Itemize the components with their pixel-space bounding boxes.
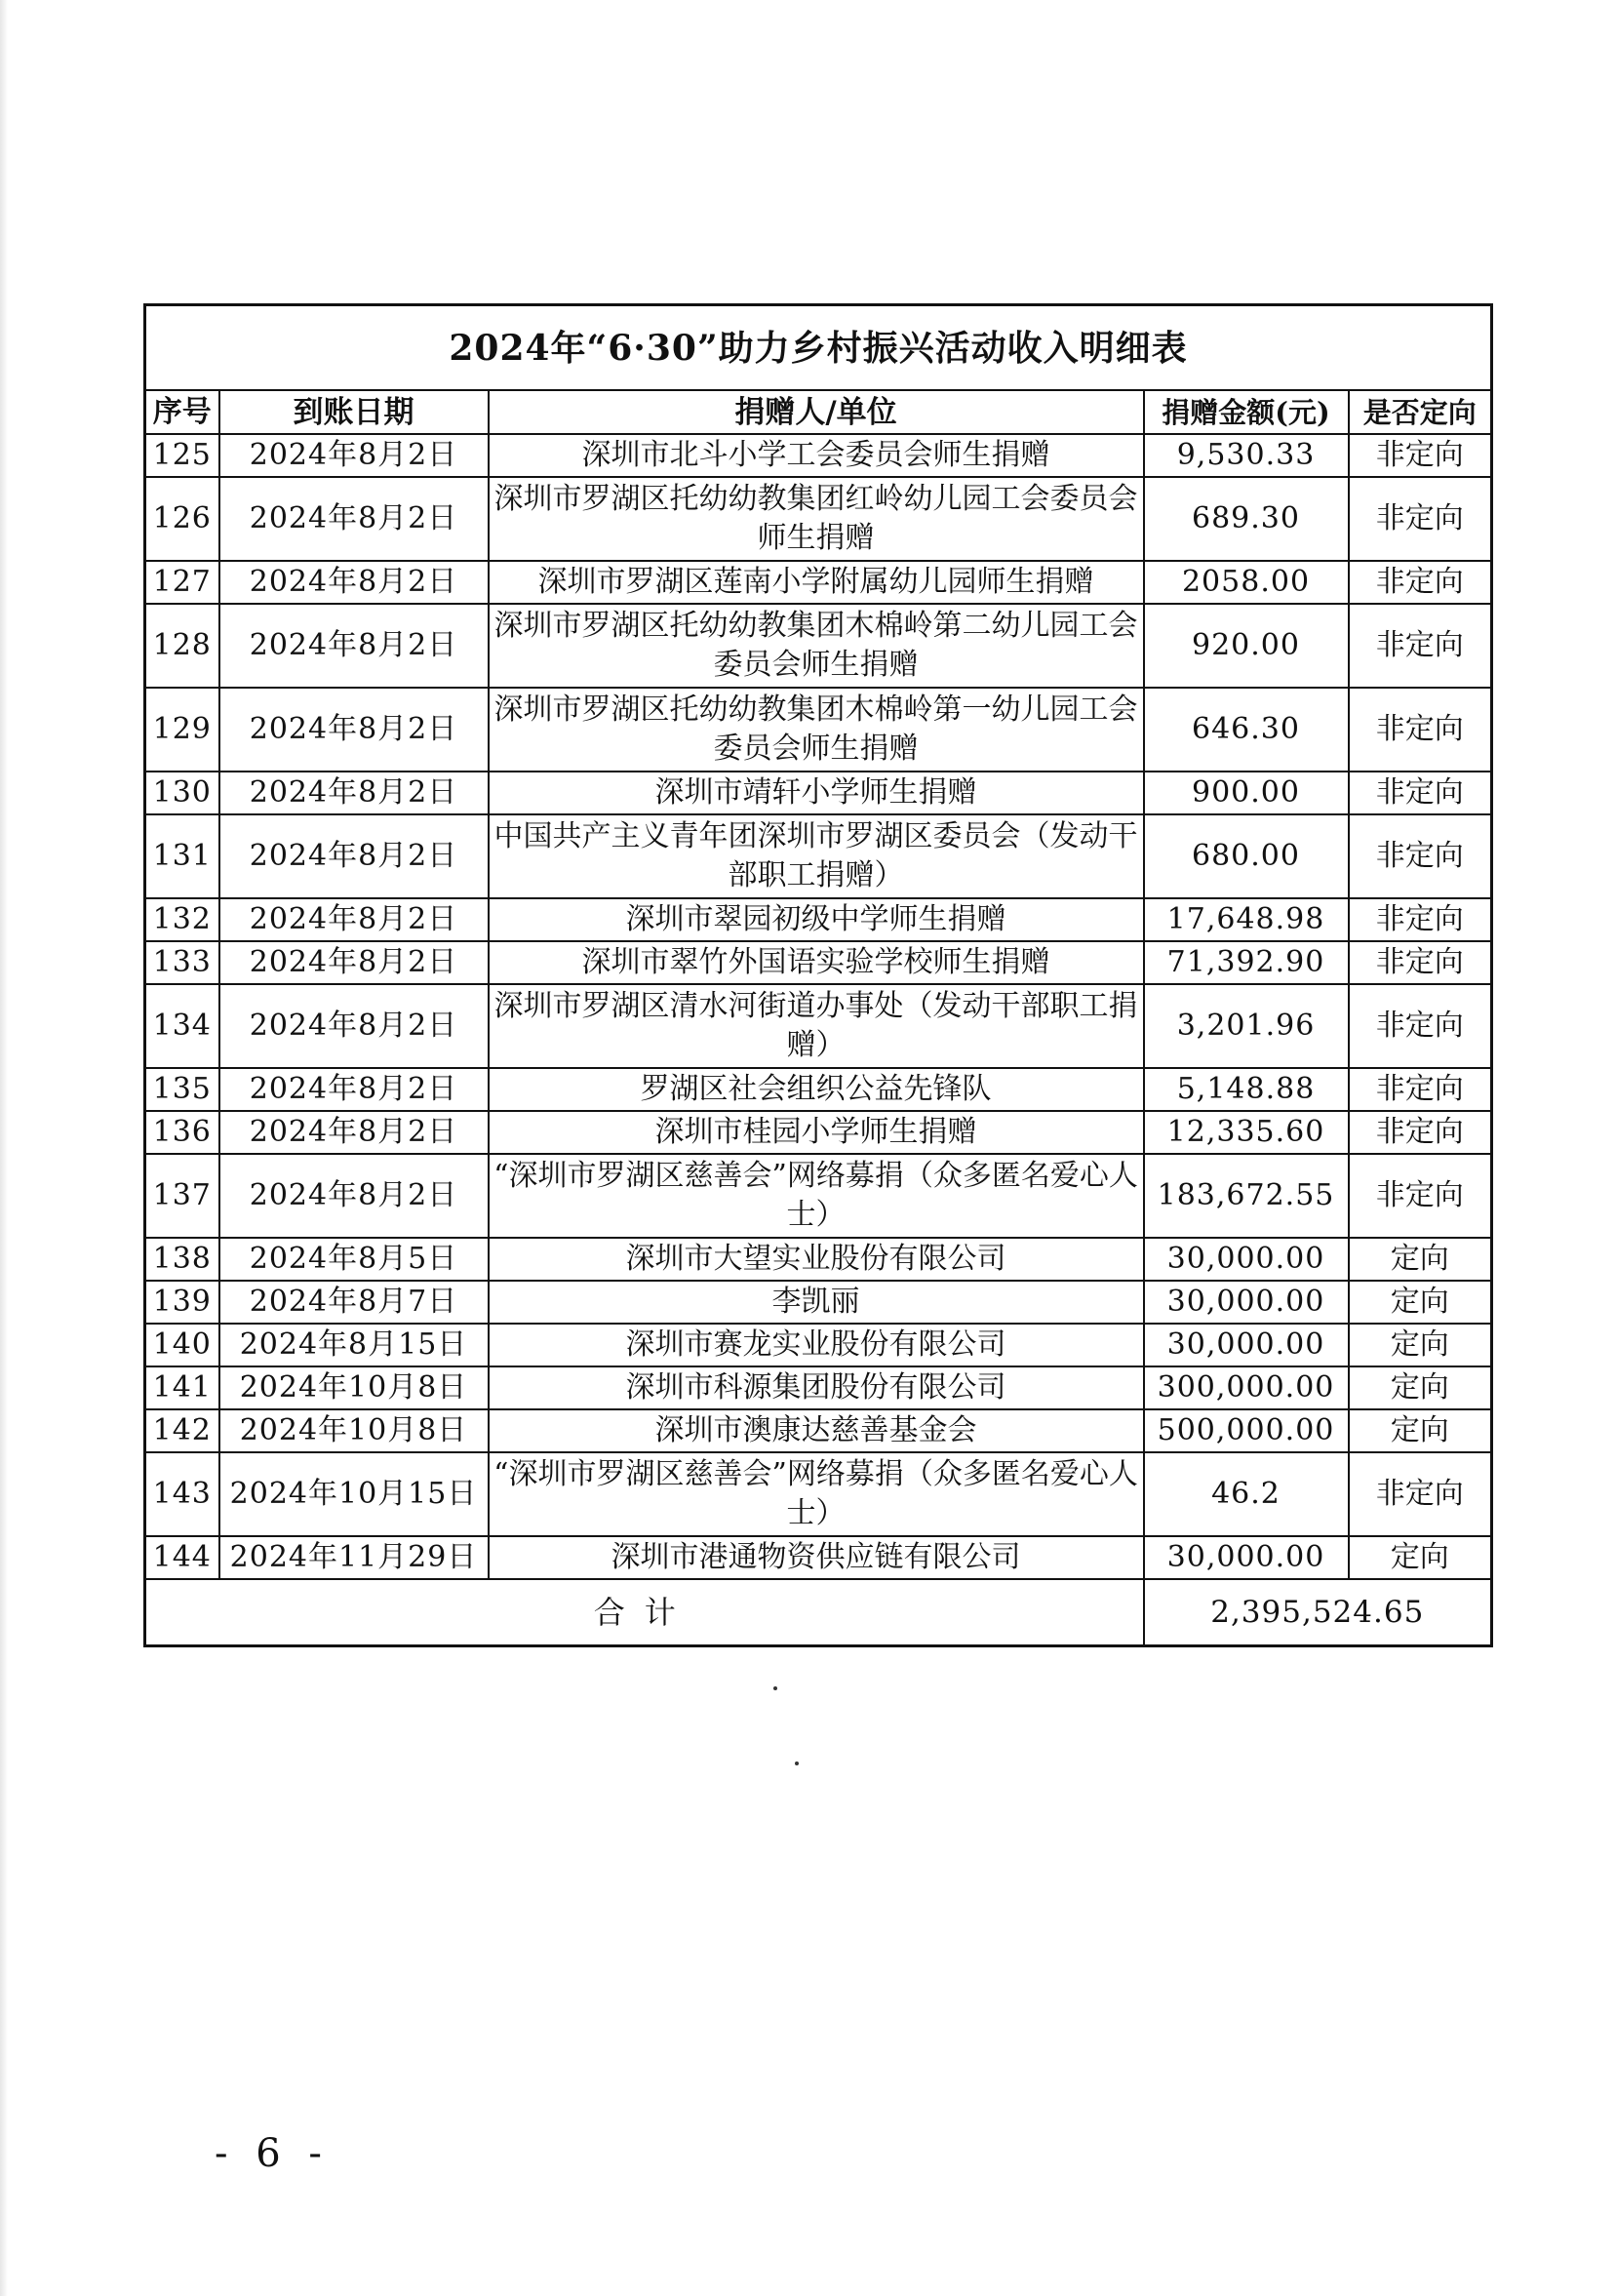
cell-donor: 深圳市桂园小学师生捐赠 [489,1111,1144,1154]
cell-amount: 9,530.33 [1144,434,1349,477]
cell-directed: 定向 [1349,1366,1492,1409]
cell-directed: 非定向 [1349,984,1492,1068]
cell-directed: 非定向 [1349,1111,1492,1154]
cell-directed: 非定向 [1349,898,1492,941]
cell-directed: 定向 [1349,1409,1492,1452]
cell-amount: 680.00 [1144,814,1349,898]
cell-date: 2024年11月29日 [219,1536,489,1579]
cell-amount: 71,392.90 [1144,941,1349,984]
cell-index: 137 [145,1154,219,1238]
cell-donor: 深圳市靖轩小学师生捐赠 [489,772,1144,814]
table-row [145,898,1492,941]
cell-index: 142 [145,1409,219,1452]
cell-directed: 非定向 [1349,1154,1492,1238]
cell-amount: 30,000.00 [1144,1281,1349,1324]
cell-date: 2024年10月8日 [219,1366,489,1409]
cell-donor: 罗湖区社会组织公益先锋队 [489,1068,1144,1111]
cell-date: 2024年8月2日 [219,561,489,604]
cell-directed: 非定向 [1349,772,1492,814]
table-row [145,1281,1492,1324]
total-label: 合计 [145,1579,1144,1645]
header-row [145,390,1492,434]
table-row [145,1154,1492,1238]
cell-donor: 深圳市北斗小学工会委员会师生捐赠 [489,434,1144,477]
cell-amount: 2058.00 [1144,561,1349,604]
table-row [145,1068,1492,1111]
cell-directed: 非定向 [1349,1068,1492,1111]
cell-date: 2024年10月15日 [219,1452,489,1536]
cell-date: 2024年8月15日 [219,1324,489,1366]
income-detail-table [143,303,1493,1647]
cell-amount: 3,201.96 [1144,984,1349,1068]
cell-amount: 500,000.00 [1144,1409,1349,1452]
cell-donor: 深圳市科源集团股份有限公司 [489,1366,1144,1409]
table-row [145,1366,1492,1409]
cell-donor: 中国共产主义青年团深圳市罗湖区委员会（发动干部职工捐赠） [489,814,1144,898]
cell-directed: 定向 [1349,1281,1492,1324]
table-row [145,434,1492,477]
cell-directed: 非定向 [1349,434,1492,477]
cell-index: 127 [145,561,219,604]
cell-index: 132 [145,898,219,941]
cell-index: 126 [145,477,219,561]
cell-donor: 深圳市大望实业股份有限公司 [489,1238,1144,1281]
table-row [145,1452,1492,1536]
cell-amount: 17,648.98 [1144,898,1349,941]
cell-date: 2024年8月7日 [219,1281,489,1324]
cell-directed: 非定向 [1349,477,1492,561]
cell-donor: 深圳市罗湖区托幼幼教集团红岭幼儿园工会委员会师生捐赠 [489,477,1144,561]
cell-donor: 深圳市罗湖区托幼幼教集团木棉岭第一幼儿园工会委员会师生捐赠 [489,688,1144,772]
cell-date: 2024年8月2日 [219,941,489,984]
cell-date: 2024年8月2日 [219,814,489,898]
table-row [145,1324,1492,1366]
cell-amount: 900.00 [1144,772,1349,814]
cell-index: 139 [145,1281,219,1324]
table-title: 2024年“6·30”助力乡村振兴活动收入明细表 [145,305,1492,391]
cell-index: 144 [145,1536,219,1579]
cell-date: 2024年10月8日 [219,1409,489,1452]
scan-speck [773,1686,777,1690]
cell-donor: 深圳市港通物资供应链有限公司 [489,1536,1144,1579]
table-body [145,434,1492,1579]
col-header-index: 序号 [145,390,219,434]
cell-donor: 深圳市翠竹外国语实验学校师生捐赠 [489,941,1144,984]
cell-date: 2024年8月5日 [219,1238,489,1281]
cell-index: 134 [145,984,219,1068]
cell-index: 135 [145,1068,219,1111]
table-row [145,1238,1492,1281]
cell-amount: 30,000.00 [1144,1324,1349,1366]
cell-date: 2024年8月2日 [219,477,489,561]
cell-directed: 非定向 [1349,604,1492,688]
table-row [145,561,1492,604]
scan-speck [795,1762,799,1765]
cell-date: 2024年8月2日 [219,688,489,772]
table-row [145,814,1492,898]
table-row [145,1111,1492,1154]
cell-amount: 30,000.00 [1144,1238,1349,1281]
table-row [145,477,1492,561]
cell-donor: 深圳市罗湖区托幼幼教集团木棉岭第二幼儿园工会委员会师生捐赠 [489,604,1144,688]
table-row [145,1409,1492,1452]
cell-index: 136 [145,1111,219,1154]
cell-donor: 深圳市澳康达慈善基金会 [489,1409,1144,1452]
cell-date: 2024年8月2日 [219,1068,489,1111]
cell-index: 125 [145,434,219,477]
cell-amount: 646.30 [1144,688,1349,772]
cell-amount: 30,000.00 [1144,1536,1349,1579]
cell-donor: “深圳市罗湖区慈善会”网络募捐（众多匿名爱心人士） [489,1452,1144,1536]
cell-directed: 定向 [1349,1238,1492,1281]
cell-date: 2024年8月2日 [219,434,489,477]
cell-index: 138 [145,1238,219,1281]
table-row [145,772,1492,814]
cell-directed: 定向 [1349,1536,1492,1579]
col-header-date: 到账日期 [219,390,489,434]
cell-directed: 非定向 [1349,814,1492,898]
cell-date: 2024年8月2日 [219,1154,489,1238]
cell-index: 131 [145,814,219,898]
cell-date: 2024年8月2日 [219,898,489,941]
cell-index: 133 [145,941,219,984]
cell-amount: 5,148.88 [1144,1068,1349,1111]
table-row [145,1536,1492,1579]
table-row [145,604,1492,688]
col-header-amount: 捐赠金额(元) [1144,390,1349,434]
cell-amount: 920.00 [1144,604,1349,688]
cell-date: 2024年8月2日 [219,604,489,688]
cell-amount: 46.2 [1144,1452,1349,1536]
col-header-directed: 是否定向 [1349,390,1492,434]
cell-index: 129 [145,688,219,772]
cell-amount: 300,000.00 [1144,1366,1349,1409]
cell-date: 2024年8月2日 [219,984,489,1068]
cell-directed: 非定向 [1349,688,1492,772]
table-row [145,984,1492,1068]
cell-date: 2024年8月2日 [219,772,489,814]
cell-index: 140 [145,1324,219,1366]
cell-directed: 非定向 [1349,941,1492,984]
cell-donor: 深圳市翠园初级中学师生捐赠 [489,898,1144,941]
cell-index: 143 [145,1452,219,1536]
cell-donor: 深圳市赛龙实业股份有限公司 [489,1324,1144,1366]
cell-date: 2024年8月2日 [219,1111,489,1154]
total-value: 2,395,524.65 [1144,1579,1492,1645]
cell-donor: 李凯丽 [489,1281,1144,1324]
cell-directed: 非定向 [1349,561,1492,604]
table-row [145,688,1492,772]
cell-amount: 689.30 [1144,477,1349,561]
table-row [145,941,1492,984]
cell-directed: 非定向 [1349,1452,1492,1536]
cell-donor: 深圳市罗湖区清水河街道办事处（发动干部职工捐赠） [489,984,1144,1068]
page-number: - 6 - [215,2131,330,2176]
total-row [145,1579,1492,1645]
cell-amount: 183,672.55 [1144,1154,1349,1238]
cell-index: 128 [145,604,219,688]
scan-edge-shadow [0,0,8,2296]
cell-index: 141 [145,1366,219,1409]
cell-index: 130 [145,772,219,814]
col-header-donor: 捐赠人/单位 [489,390,1144,434]
cell-donor: 深圳市罗湖区莲南小学附属幼儿园师生捐赠 [489,561,1144,604]
cell-directed: 定向 [1349,1324,1492,1366]
cell-amount: 12,335.60 [1144,1111,1349,1154]
cell-donor: “深圳市罗湖区慈善会”网络募捐（众多匿名爱心人士） [489,1154,1144,1238]
